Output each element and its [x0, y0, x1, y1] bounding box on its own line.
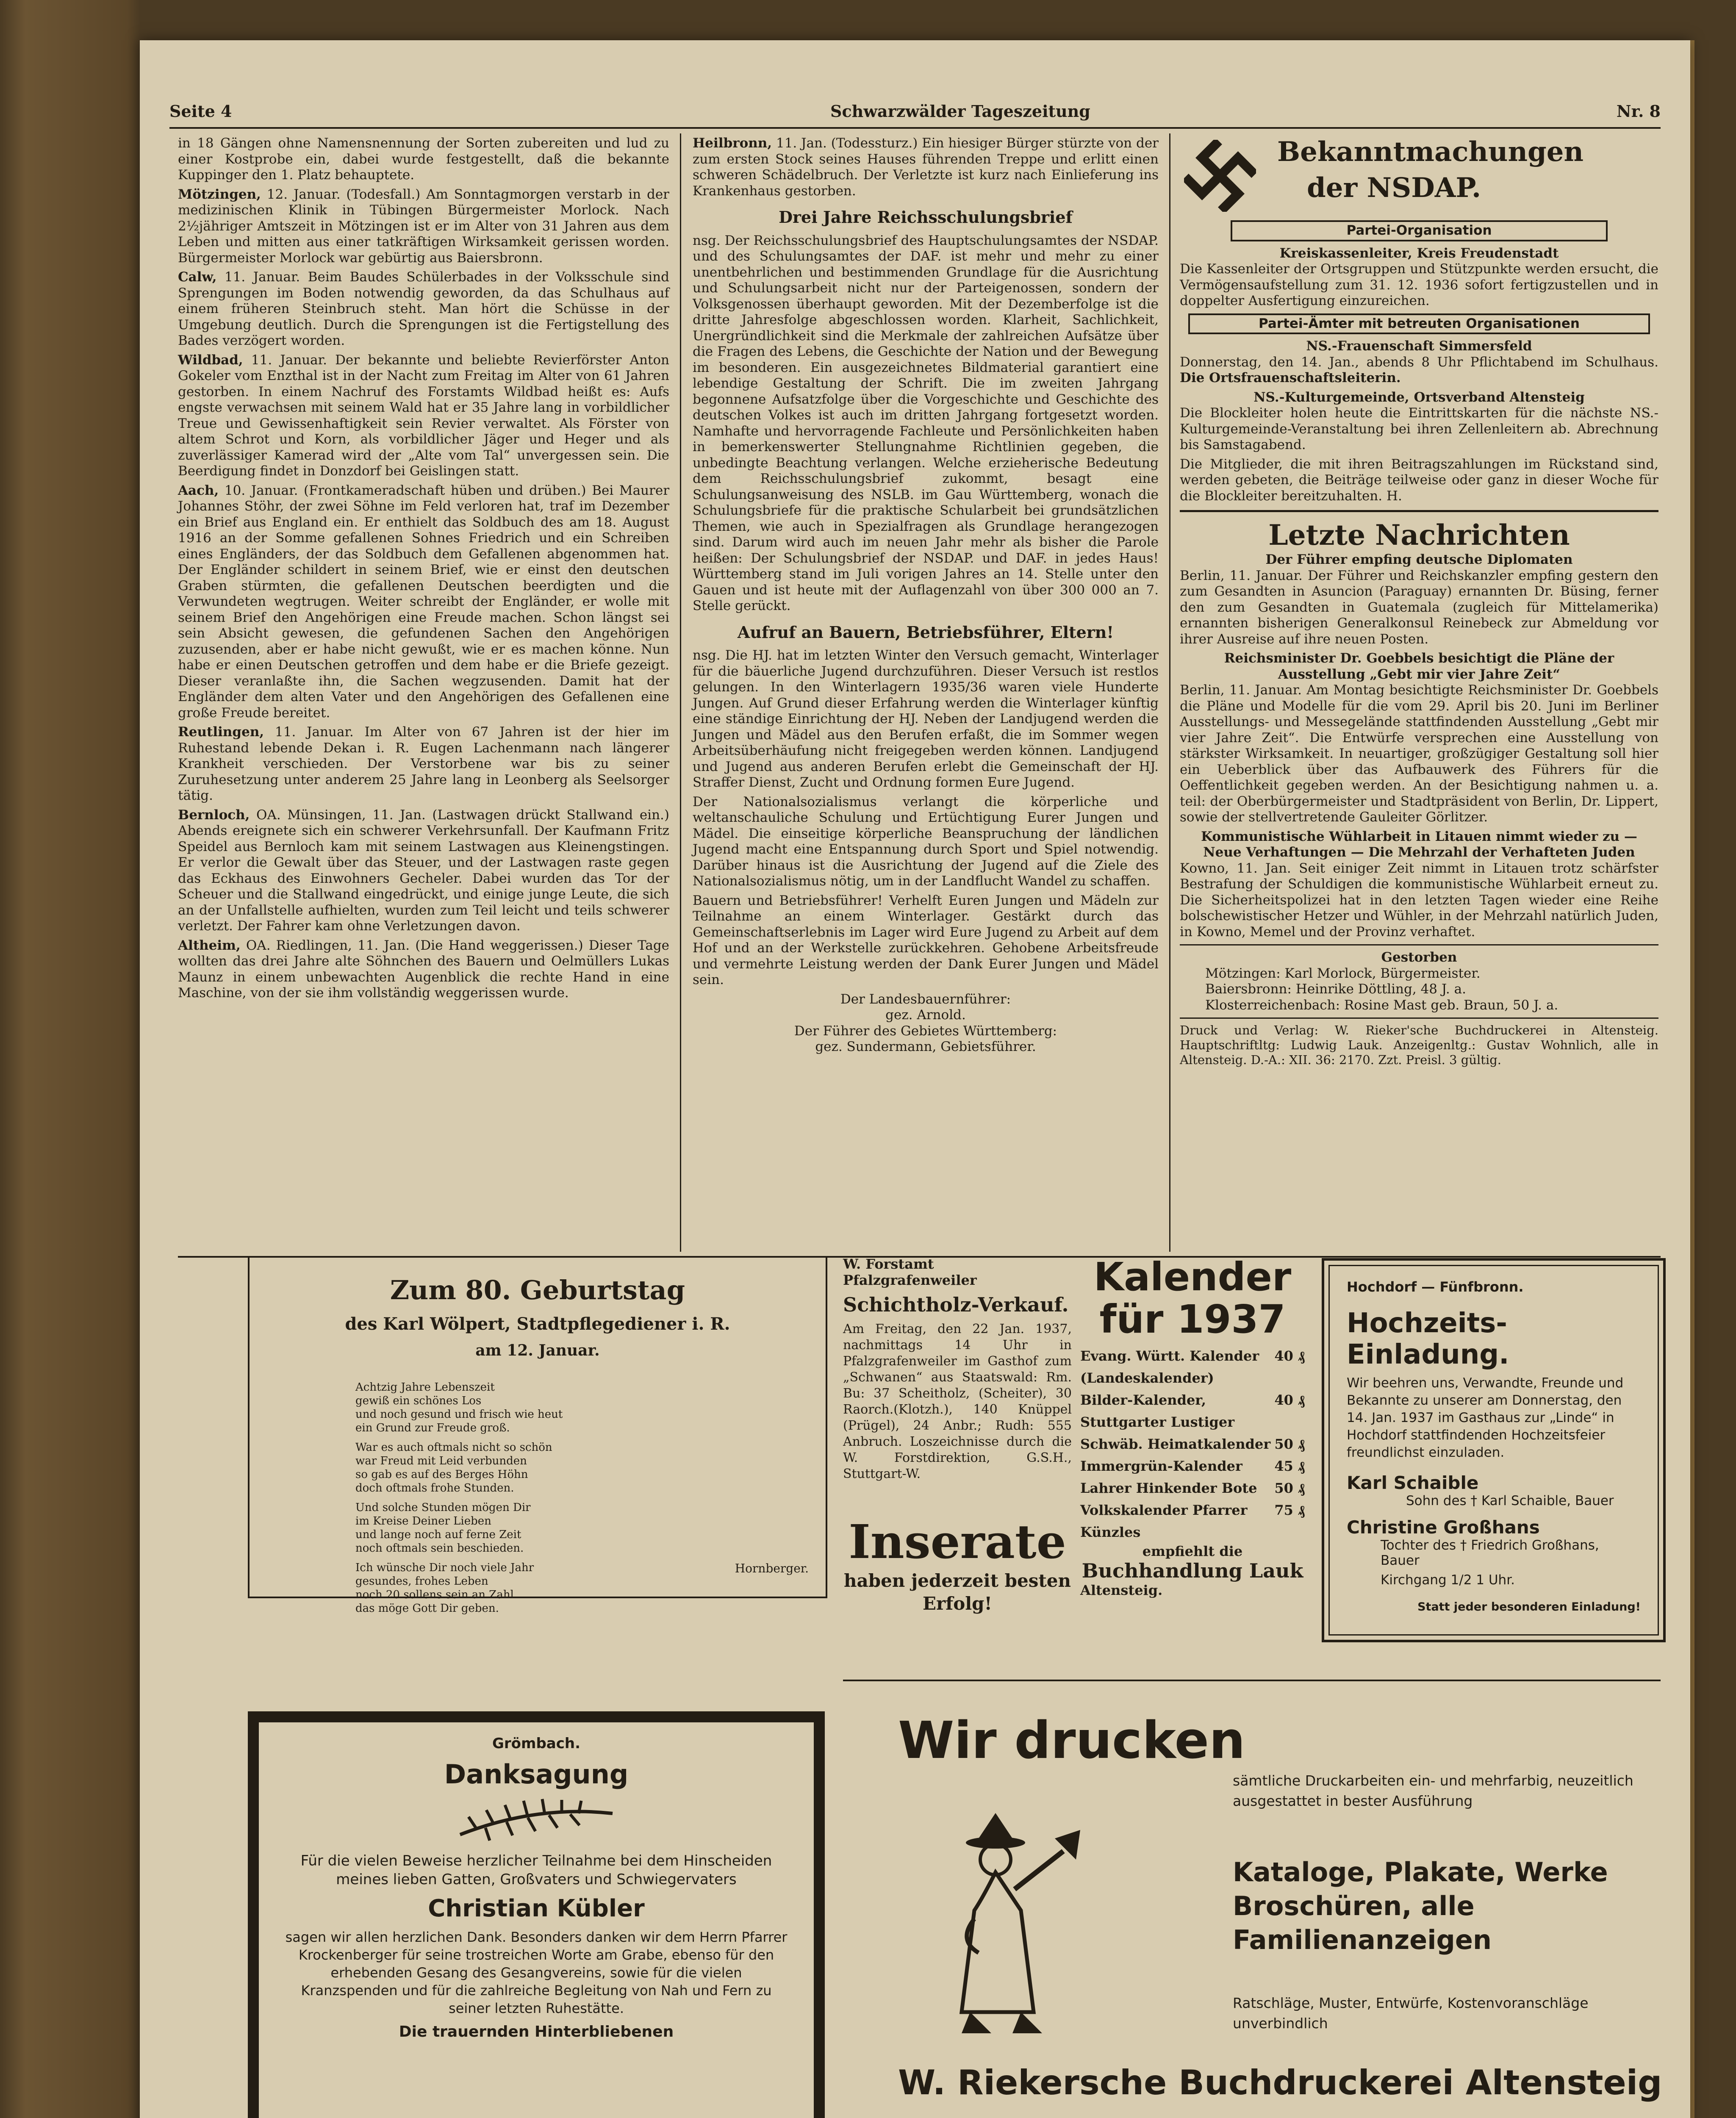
drucken-title: Wir drucken [898, 1711, 1245, 1770]
newspaper-title: Schwarzwälder Tageszeitung [830, 102, 1090, 121]
article-reutlingen: Reutlingen, 11. Januar. Im Alter von 67 Jahren ist der hier im Ruhestand lebende Dekan i. R. Eugen Lachenmann nach längerer Krankheit verschieden. Der Verstorbene war bis zu seiner Zuruhesetzung unter anderem 25 Jahre lang in Leonberg als Seelsorger tätig. [178, 724, 670, 803]
drucken-products: Kataloge, Plakate, Werke Broschüren, alle Familienanzeigen [1233, 1857, 1608, 1955]
column-1 [178, 136, 669, 1005]
letzte-nachrichten-title: Letzte Nachrichten [1268, 518, 1570, 552]
kreiskassenleiter-text: Die Kassenleiter der Ortsgruppen und Stützpunkte werden ersucht, die Vermögensaufstellung zum 31. 12. 1936 sofort fertigzustellen und in doppelter Ausfertigung einzureichen. [1180, 261, 1658, 308]
kalender-item: Volkskalender Pfarrer Künzles 75 ₰ [1080, 1502, 1305, 1540]
party-emblem-icon [1184, 140, 1256, 212]
aufruf-para-2: Der Nationalsozialismus verlangt die körperliche und weltanschauliche Schulung und Ertüchtigung Eurer Jungen und Mädel. Die einseitige körperliche Beanspruchung der ländlichen Jugend macht eine Entspannung durch Sport und Spiel notwendig. Darüber hinaus ist die Ausrichtung der Jugend auf die Ziele des Nationalsozialismus nötig, um in der Landflucht Wandel zu schaffen. [693, 794, 1159, 889]
forstamt-text: Am Freitag, den 22 Jan. 1937, nachmittags 14 Uhr in Pfalzgrafenweiler im Gasthof zum „Schwanen“ aus Staatswald: Rm. Bu: 37 Scheitholz, (Scheiter), 30 Raorch.(Klotzh.), 140 Knüppel (Prügel), 24 Anbr.; Rudh: 555 Anbruch. Loszeichnisse durch die W. Forstdirektion, G.S.H., Stuttgart-W. [843, 1322, 1072, 1481]
drucken-text-2: Ratschläge, Muster, Entwürfe, Kostenvoranschläge unverbindlich [1233, 1995, 1589, 2032]
kalender-footer-2: Buchhandlung Lauk [1082, 1559, 1303, 1582]
goebbels-heading: Reichsminister Dr. Goebbels besichtigt die Pläne der Ausstellung „Gebt mir vier Jahre Zeit“ [1224, 651, 1614, 682]
ad-wir-drucken [843, 1690, 1661, 2118]
birthday-date: am 12. Januar. [475, 1342, 600, 1359]
ad-danksagung [248, 1711, 825, 2118]
kalender-year: für 1937 [1099, 1297, 1286, 1342]
birthday-poem: Achtzig Jahre Lebenszeit gewiß ein schönes Los und noch gesund und frisch wie heut ein Grund zur Freude groß. War es auch oftmals nicht so schön war Freud mit Leid verbunden so gab es auf des Berges Höhn doch oftmals frohe Stunden. Und solche Stunden mögen Dir im Kreise Deiner Lieben und lange noch auf ferne Zeit noch oftmals sein beschieden. Ich wünsche Dir noch viele Jahr gesundes, frohes Leben noch 20 sollens sein an Zahl das möge Gott Dir geben. [355, 1381, 563, 1615]
wedding-groom-parent: Sohn des † Karl Schaible, Bauer [1406, 1493, 1614, 1508]
litauen-text: Kowno, 11. Jan. Seit einiger Zeit nimmt in Litauen trotz schärfster Bestrafung der Schuldigen die kommunistische Wühlarbeit erneut zu. Die Sicherheitspolizei hat in den letzten Tagen wieder eine Reihe bolschewistischer Hetzer und Wühler, in der Mehrzahl natürlich Juden, in Kowno, Memel und der Provinz verhaftet. [1180, 860, 1658, 940]
signature-sundermann: gez. Sundermann, Gebietsführer. [815, 1039, 1036, 1054]
imprint: Druck und Verlag: W. Rieker'sche Buchdruckerei in Altensteig. Hauptschriftltg: Ludwig Lauk. Anzeigenltg.: Gustav Wohnlich, alle in Altensteig. D.-A.: XII. 36: 2170. Zzt. Preisl. 3 gültig. [1180, 1023, 1658, 1067]
wedding-bride-parent: Tochter des † Friedrich Großhans, Bauer [1381, 1538, 1599, 1568]
kalender-item: Evang. Württ. Kalender (Landeskalender) 40 ₰ [1080, 1348, 1305, 1386]
dank-title: Danksagung [444, 1759, 629, 1790]
litauen-heading: Kommunistische Wühlarbeit in Litauen nimmt wieder zu — Neue Verhaftungen — Die Mehrzahl der Verhafteten Juden [1201, 829, 1637, 860]
gestorben-heading: Gestorben [1381, 950, 1457, 965]
kalender-title: Kalender [1093, 1254, 1292, 1300]
article-bernloch: Bernloch, OA. Münsingen, 11. Jan. (Lastwagen drückt Stallwand ein.) Abends ereignete sich ein schwerer Verkehrsunfall. Der Kaufmann Fritz Speidel aus Bernloch kam mit seinem Lastwagen aus Kleinengstingen. Er verlor die Gewalt über das Steuer, und der Lastwagen raste gegen das Eckhaus des Einwohners Gecheler. Dabei wurden das Tor der Scheuer und die Stallwand eingedrückt, und einige junge Leute, die sich an der Unfallstelle aufhielten, wurden zum Teil leicht und teils schwerer verletzt. Der Fahrer kam ohne Verletzungen davon. [178, 807, 669, 934]
page-number: Seite 4 [169, 102, 232, 121]
kreiskassenleiter-heading: Kreiskassenleiter, Kreis Freudenstadt [1279, 245, 1559, 261]
gestorben-entry-3: Klosterreichenbach: Rosine Mast geb. Braun, 50 J. a. [1205, 997, 1559, 1013]
column-2 [693, 136, 1159, 1055]
signature-arnold: gez. Arnold. [885, 1007, 966, 1023]
aufruf-para-3: Bauern und Betriebsführer! Verhelft Euren Jungen und Mädeln zur Teilnahme an einem Winterlager. Gestärkt durch das Gemeinschaftserlebnis im Lager wird Eure Jugend zu Arbeit auf dem Hof und an der Werkstelle zurückkehren. Gehobene Arbeitsfreude und vermehrte Leistung werden der Dank Eurer Jungen und Mädel sein. [693, 893, 1159, 987]
article-reichsschulungsbrief: nsg. Der Reichsschulungsbrief des Hauptschulungsamtes der NSDAP. und des Schulungsamtes der DAF. ist mehr und mehr zu einer unentbehrlichen und bestimmenden Grundlage für die Ausrichtung und Schulungsarbeit nicht nur der Parteigenossen, sondern der Volksgenossen überhaupt geworden. Mit der Dezemberfolge ist die dritte Jahresfolge abgeschlossen worden. Klarheit, Sachlichkeit, Unergründlichkeit sind die Merkmale der zahlreichen Aufsätze über die Fragen des Lebens, die Geschichte der Nation und der Bewegung im besonderen. Ein ausgezeichnetes Bildmaterial garantiert eine lebendige Gestaltung der Schrift. Die im zweiten Jahrgang begonnene Aufsatzfolge über die Vorgeschichte und Geschichte des deutschen Volkes ist auch im dritten Jahrgang fortgesetzt worden. Namhafte und hervorragende Fachleute und Persönlichkeiten haben in bemerkenswerter Stellungnahme Richtlinien gegeben, die unbedingte Beachtung verlangen. Welche erzieherische Bedeutung dem Reichsschulungsbrief zukommt, besagt eine Schulungsanweisung des NSLB. im Gau Württemberg, wonach die Schulungsbriefe für die praktische Schularbeit bei grundsätzlichen Themen, wie auch in Spezialfragen als Grundlage herangezogen sind. Darum wird auch im neuen Jahr mehr als bisher die Parole heißen: Der Schulungsbrief der NSDAP. und DAF. in jedes Haus! Württemberg stand im Juli vorigen Jahres an 14. Stelle unter den Gauen und ist heute mit der Auflagenzahl von über 300 000 an 7. Stelle gerückt. [693, 233, 1159, 613]
forstamt-title: Schichtholz-Verkauf. [843, 1293, 1069, 1316]
section-rule [1180, 510, 1658, 512]
dank-name: Christian Kübler [428, 1895, 645, 1922]
article-heilbronn: Heilbronn, 11. Jan. (Todessturz.) Ein hiesiger Bürger stürzte von der zum ersten Stock seines Hauses führenden Treppe und erlitt einen schweren Schädelbruch. Der Verletzte ist kurz nach Einlieferung ins Krankenhaus gestorben. [693, 136, 1159, 199]
article-altheim: Altheim, OA. Riedlingen, 11. Jan. (Die Hand weggerissen.) Dieser Tage wollten das drei Jahre alte Söhnchen des Bauern und Oelmüllers Lukas Maunz in einem unbewachten Augenblick die rechte Hand in eine Maschine, von der sie ihm vollständig weggerissen wurde. [178, 937, 670, 1001]
dank-place: Grömbach. [492, 1735, 581, 1752]
article-kuppinger: in 18 Gängen ohne Namensnennung der Sorten zubereiten und lud zu einer Kostprobe ein, dabei wurde festgestellt, daß die bekannte Kuppinger den 1. Platz behauptete. [178, 136, 669, 183]
ad-inserate [843, 1514, 1072, 1641]
diplomaten-text: Berlin, 11. Januar. Der Führer und Reichskanzler empfing gestern den zum Gesandten in Asuncion (Paraguay) ernannten Dr. Büsing, ferner den zum Gesandten in Guatemala (zugleich für Mittelamerika) ernannten bisherigen Generalkonsul Reinebeck zur Abmeldung vor ihrer Ausreise auf ihre neuen Posten. [1180, 568, 1658, 647]
gestorben-rule [1180, 944, 1658, 945]
section-box-partei-aemter: Partei-Ämter mit betreuten Organisationen [1188, 313, 1650, 335]
newspaper-page [140, 40, 1690, 2118]
palm-branch-icon [452, 1796, 621, 1847]
printer-gnome-icon [911, 1813, 1097, 2050]
kalender-item: Lahrer Hinkender Bote 50 ₰ [1080, 1480, 1305, 1496]
wedding-title: Hochzeits-Einladung. [1347, 1308, 1509, 1370]
page-header [169, 102, 1661, 127]
kalender-item: Bilder-Kalender, Stuttgarter Lustiger 40 ₰ [1080, 1392, 1305, 1430]
wedding-church: Kirchgang 1/2 1 Uhr. [1381, 1572, 1515, 1588]
imprint-rule [1180, 1017, 1658, 1019]
ads-middle-rule [843, 1680, 1661, 1681]
ad-kalender [1080, 1256, 1305, 1650]
drucken-firm: W. Riekersche Buchdruckerei Altensteig [898, 2063, 1662, 2102]
article-wildbad: Wildbad, 11. Januar. Der bekannte und beliebte Revierförster Anton Gokeler vom Enzthal ist in der Nacht zum Freitag im Alter von 61 Jahren gestorben. In einem Nachruf des Forstamts Wildbad heißt es: Aufs engste verwachsen mit seinem Wald hat er 35 Jahre lang in vorbildlicher Treue und Gewissenhaftigkeit sein Revier verwaltet. Als Förster von altem Schrot und Korn, als vorbildlicher Jäger und Heger und als zuverlässiger Kamerad wird der „Alte vom Tal“ unvergessen sein. Die Beerdigung findet in Donzdorf bei Geislingen statt. [178, 352, 669, 479]
ad-birthday [248, 1256, 827, 1615]
inserate-title: Inserate [849, 1514, 1066, 1569]
column-divider-2 [1169, 133, 1170, 1252]
wedding-bride: Christine Großhans [1347, 1517, 1540, 1538]
inserate-text: haben jederzeit besten Erfolg! [843, 1570, 1071, 1614]
kalender-item: Immergrün-Kalender 45 ₰ [1080, 1458, 1305, 1474]
headline-aufruf: Aufruf an Bauern, Betriebsführer, Eltern! [737, 622, 1114, 642]
dank-text-1: Für die vielen Beweise herzlicher Teilnahme bei dem Hinscheiden meines lieben Gatten, Großvaters und Schwiegervaters [300, 1852, 772, 1888]
issue-number: Nr. 8 [1616, 102, 1661, 121]
wedding-place: Hochdorf — Fünfbronn. [1347, 1279, 1524, 1295]
aufruf-para-1: nsg. Die HJ. hat im letzten Winter den Versuch gemacht, Winterlager für die bäuerliche Jugend durchzuführen. Dieser Versuch ist restlos gelungen. In den Winterlagern 1935/36 waren viele Hunderte Jungen. Auf Grund dieser Erfahrung werden die Winterlager künftig eine ständige Einrichtung der HJ. Neben der Landjugend werden die Jungen und Mädel aus den Berufen erfaßt, die im Sommer wegen Arbeitsüberhäufung nicht freigegeben werden können. Landjugend und Jugend aus anderen Berufen erlebt die Gemeinschaft der HJ. Straffer Dienst, Zucht und Ordnung formen Eure Jugend. [693, 648, 1159, 790]
dank-signature: Die trauernden Hinterbliebenen [399, 2023, 674, 2040]
section-box-partei-organisation: Partei-Organisation [1231, 220, 1608, 241]
article-aach: Aach, 10. Januar. (Frontkameradschaft hüben und drüben.) Bei Maurer Johannes Stöhr, der zwei Söhne im Feld verloren hat, traf im Dezember ein Brief aus England ein. Er enthielt das Soldbuch des am 18. August 1916 an der Somme gefallenen Sohnes Friedrich und ein Schreiben eines Engländers, der das Soldbuch dem Gefallenen abgenommen hat. Der Engländer schildert in seinem Brief, wie er einst den deutschen Graben stürmten, die gefallenen Deutschen beerdigten und die Verwundeten wegtrugen. Weiter schreibt der Engländer, er wolle mit seinem Brief den Angehörigen eine Freude machen. Schon längst sei sein Absicht gewesen, die gefundenen Sachen den Angehörigen zuzusenden, aber er habe nicht gewußt, wie er es machen könne. Nun habe er einen Deutschen getroffen und dem habe er die Briefe gezeigt. Dieser veranlaßte ihn, die Sachen wegzusenden. Damit hat der Engländer dem alten Vater und den Angehörigen des Gefallenen eine große Freude bereitet. [178, 482, 670, 721]
kalender-list [1080, 1345, 1305, 1543]
gestorben-entry-2: Baiersbronn: Heinrike Döttling, 48 J. a. [1205, 981, 1466, 997]
headline-reichsschulungsbrief: Drei Jahre Reichsschulungsbrief [779, 208, 1073, 227]
ad-wedding [1322, 1258, 1666, 1642]
nsdap-announcements-header [1180, 136, 1658, 216]
kulturgemeinde-text-1: Die Blockleiter holen heute die Eintrittskarten für die nächste NS.-Kulturgemeinde-Veranstaltung bei ihren Zellenleitern ab. Abrechnung bis Samstagabend. [1180, 405, 1658, 452]
column-3 [1180, 136, 1658, 1071]
column-divider-1 [680, 133, 681, 1252]
forstamt-head: W. Forstamt Pfalzgrafenweiler [843, 1256, 977, 1288]
frauenschaft-text: Donnerstag, den 14. Jan., abends 8 Uhr Pflichtabend im Schulhaus. Die Ortsfrauenschaftsleiterin. [1180, 354, 1658, 385]
signature-gebiet: Der Führer des Gebietes Württemberg: [794, 1023, 1057, 1039]
drucken-text-1: sämtliche Druckarbeiten ein- und mehrfarbig, neuzeitlich ausgestattet in bester Ausführung [1233, 1772, 1633, 1809]
signature-landesbauernfuehrer: Der Landesbauernführer: [840, 991, 1011, 1007]
header-rule [169, 127, 1661, 129]
announcements-subtitle: der NSDAP. [1307, 172, 1481, 204]
goebbels-text: Berlin, 11. Januar. Am Montag besichtigte Reichsminister Dr. Goebbels die Pläne und Modelle für die vom 29. April bis 20. Juni im Berliner Ausstellungs- und Messegelände stattfindenden Ausstellung „Gebt mir vier Jahre Zeit“. Die Entwürfe versprechen eine Ausstellung von stärkster Wirksamkeit. In neuartiger, großzügiger Gestaltung soll hier ein Ueberblick über das Aufbauwerk des Führers für die Oeffentlichkeit gegeben werden. An der Besichtigung nahmen u. a. teil: der Oberbürgermeister und Stadtpräsident von Berlin, Dr. Lippert, sowie der stellvertretende Gauleiter Görlitzer. [1180, 682, 1658, 825]
announcements-title: Bekanntmachungen [1277, 136, 1583, 168]
kalender-item: Schwäb. Heimatkalender 50 ₰ [1080, 1436, 1305, 1452]
kulturgemeinde-text-2: Die Mitglieder, die mit ihren Beitragszahlungen im Rückstand sind, werden gebeten, die Beiträge teilweise oder ganz in dieser Woche für die Blockleiter bereitzuhalten. H. [1180, 456, 1658, 504]
article-calw: Calw, 11. Januar. Beim Baudes Schülerbades in der Volksschule sind Sprengungen im Boden notwendig geworden, da das Schulhaus auf einem früheren Steinbruch steht. Man hört die Schüsse in der Umgebung deutlich. Durch die Sprengungen ist die Fertigstellung des Bades verzögert worden. [178, 269, 669, 348]
dank-text-2: sagen wir allen herzlichen Dank. Besonders danken wir dem Herrn Pfarrer Krockenberger für seine trostreichen Worte am Grabe, ebenso für den erhebenden Gesang des Gesangvereins, sowie für die vielen Kranzspenden und für die zahlreiche Begleitung von Nah und Fern zu seiner letzten Ruhestätte. [285, 1929, 788, 2016]
birthday-subtitle: des Karl Wölpert, Stadtpflegediener i. R. [345, 1314, 730, 1334]
frauenschaft-heading: NS.-Frauenschaft Simmersfeld [1306, 338, 1532, 354]
birthday-signature: Hornberger. [735, 1561, 809, 1575]
diplomaten-heading: Der Führer empfing deutsche Diplomaten [1265, 552, 1573, 567]
wedding-note: Statt jeder besonderen Einladung! [1417, 1600, 1641, 1613]
wedding-groom: Karl Schaible [1347, 1472, 1479, 1493]
article-moetzingen: Mötzingen, 12. Januar. (Todesfall.) Am Sonntagmorgen verstarb in der medizinischen Klinik in Tübingen Bürgermeister Morlock. Nach 2½jähriger Amtszeit in Mötzingen ist er im Alter von 31 Jahren aus dem Leben und mitten aus einer tatkräftigen Wirksamkeit gerissen worden. Bürgermeister Morlock war gebürtig aus Baiersbronn. [178, 186, 669, 266]
wedding-text: Wir beehren uns, Verwandte, Freunde und Bekannte zu unserer am Donnerstag, den 14. Jan. 1937 im Gasthaus zur „Linde“ in Hochdorf stattfindenden Hochzeitsfeier freundlichst einzuladen. [1347, 1375, 1624, 1460]
kalender-footer-3: Altensteig. [1080, 1582, 1163, 1598]
kalender-footer-1: empfiehlt die [1142, 1543, 1243, 1559]
kulturgemeinde-heading: NS.-Kulturgemeinde, Ortsverband Altensteig [1253, 389, 1585, 405]
ad-forstamt [843, 1256, 1072, 1485]
birthday-title: Zum 80. Geburtstag [390, 1275, 685, 1306]
gestorben-entry-1: Mötzingen: Karl Morlock, Bürgermeister. [1205, 965, 1481, 981]
